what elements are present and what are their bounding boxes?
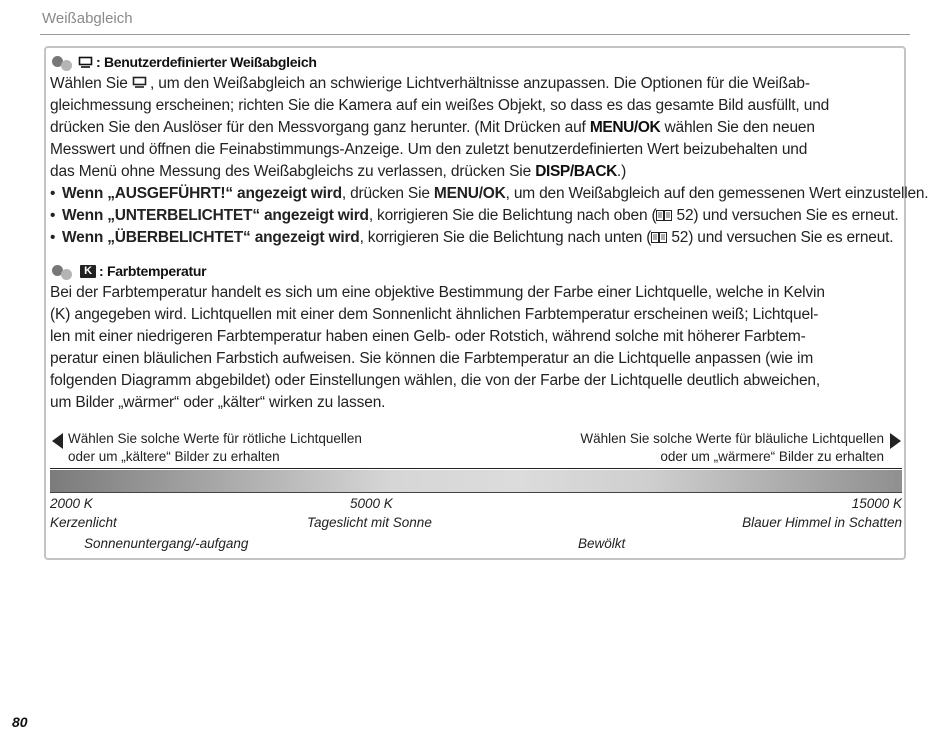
arrow-right-icon: [890, 433, 901, 449]
source-candlelight: Kerzenlicht: [50, 515, 117, 530]
custom-wb-icon: [132, 76, 147, 89]
source-sunset: Sonnenuntergang/-aufgang: [84, 536, 249, 551]
disp-back-label: DISP/BACK: [535, 163, 617, 180]
section-title-color-temp: K : Farbtemperatur: [52, 263, 206, 279]
tick-label-2000k: 2000 K: [50, 496, 93, 511]
tick-label-15000k: 15000 K: [851, 496, 902, 511]
custom-wb-icon: [78, 56, 93, 69]
section-bullet-icon: [52, 55, 74, 69]
header-divider: [40, 34, 910, 35]
tick-label-5000k: 5000 K: [350, 496, 393, 511]
bar-bottom-rule: [50, 492, 902, 493]
book-icon: [651, 232, 667, 243]
list-item: • Wenn „AUSGEFÜHRT!“ angezeigt wird, drücken Sie MENU/OK, um den Weißabgleich auf den gemessenen Wert einzustellen.: [50, 185, 929, 202]
page-number: 80: [12, 714, 28, 730]
source-daylight: Tageslicht mit Sonne: [307, 515, 432, 530]
arrow-left-icon: [52, 433, 63, 449]
book-icon: [656, 210, 672, 221]
list-item: • Wenn „ÜBERBELICHTET“ angezeigt wird, korrigieren Sie die Belichtung nach unten ( 52) und versuchen Sie es erneut.: [50, 229, 894, 246]
list-item: • Wenn „UNTERBELICHTET“ angezeigt wird, korrigieren Sie die Belichtung nach oben ( 52) und versuchen Sie es erneut.: [50, 207, 899, 224]
bar-top-rule: [50, 468, 902, 469]
section2-paragraph: Bei der Farbtemperatur handelt es sich um eine objektive Bestimmung der Farbe einer Lichtquelle, welche in Kelvin (K) angegeben wird. Lichtquellen mit einer dem Sonnenlicht ähnlichen Farbtemperatur erscheinen weiß; Lichtquel- len mit einer niedrigeren Farbtemperatur haben einen Gelb- oder Rotstich, während solche mit höherer Farbtem- peratur einen bläulichen Farbstich aufweisen. Sie können die Farbtemperatur an die Lichtquelle anpassen (wie im folgenden Diagramm abgebildet) oder Einstellungen wählen, die von der Farbe der Lichtquelle deutlich abweichen, um Bilder „wärmer“ oder „kälter“ wirken zu lassen.: [50, 284, 825, 411]
source-cloudy: Bewölkt: [578, 536, 626, 551]
running-header: Weißabgleich: [42, 10, 133, 27]
kelvin-icon: K: [80, 265, 96, 278]
menu-ok-label: MENU/OK: [589, 119, 661, 136]
right-note: Wählen Sie solche Werte für bläuliche Lichtquellen oder um „wärmere“ Bilder zu erhalten: [580, 431, 884, 464]
section-title-custom-wb: : Benutzerdefinierter Weißabgleich: [52, 54, 317, 70]
color-temperature-bar: [50, 470, 902, 492]
bullet-list: [50, 183, 929, 249]
section-bullet-icon: [52, 264, 74, 278]
left-note: Wählen Sie solche Werte für rötliche Lichtquellen oder um „kältere“ Bilder zu erhalten: [68, 431, 362, 464]
source-blue-sky-shade: Blauer Himmel in Schatten: [742, 515, 902, 530]
section1-paragraph: Wählen Sie , um den Weißabgleich an schwierige Lichtverhältnisse anzupassen. Die Optionen für die Weißab- gleichmessung erscheinen; richten Sie die Kamera auf ein weißes Objekt, so dass es das gesamte Bild ausfüllt, und drücken Sie den Auslöser für den Messvorgang ganz herunter. (Mit Drücken auf MENU/OK wählen Sie den neuen Messwert und öffnen die Feinabstimmungs-Anzeige. Um den zuletzt benutzerdefinierten Wert beizubehalten und das Menü ohne Messung des Weißabgleichs zu verlassen, drücken Sie DISP/BACK.): [50, 75, 830, 180]
